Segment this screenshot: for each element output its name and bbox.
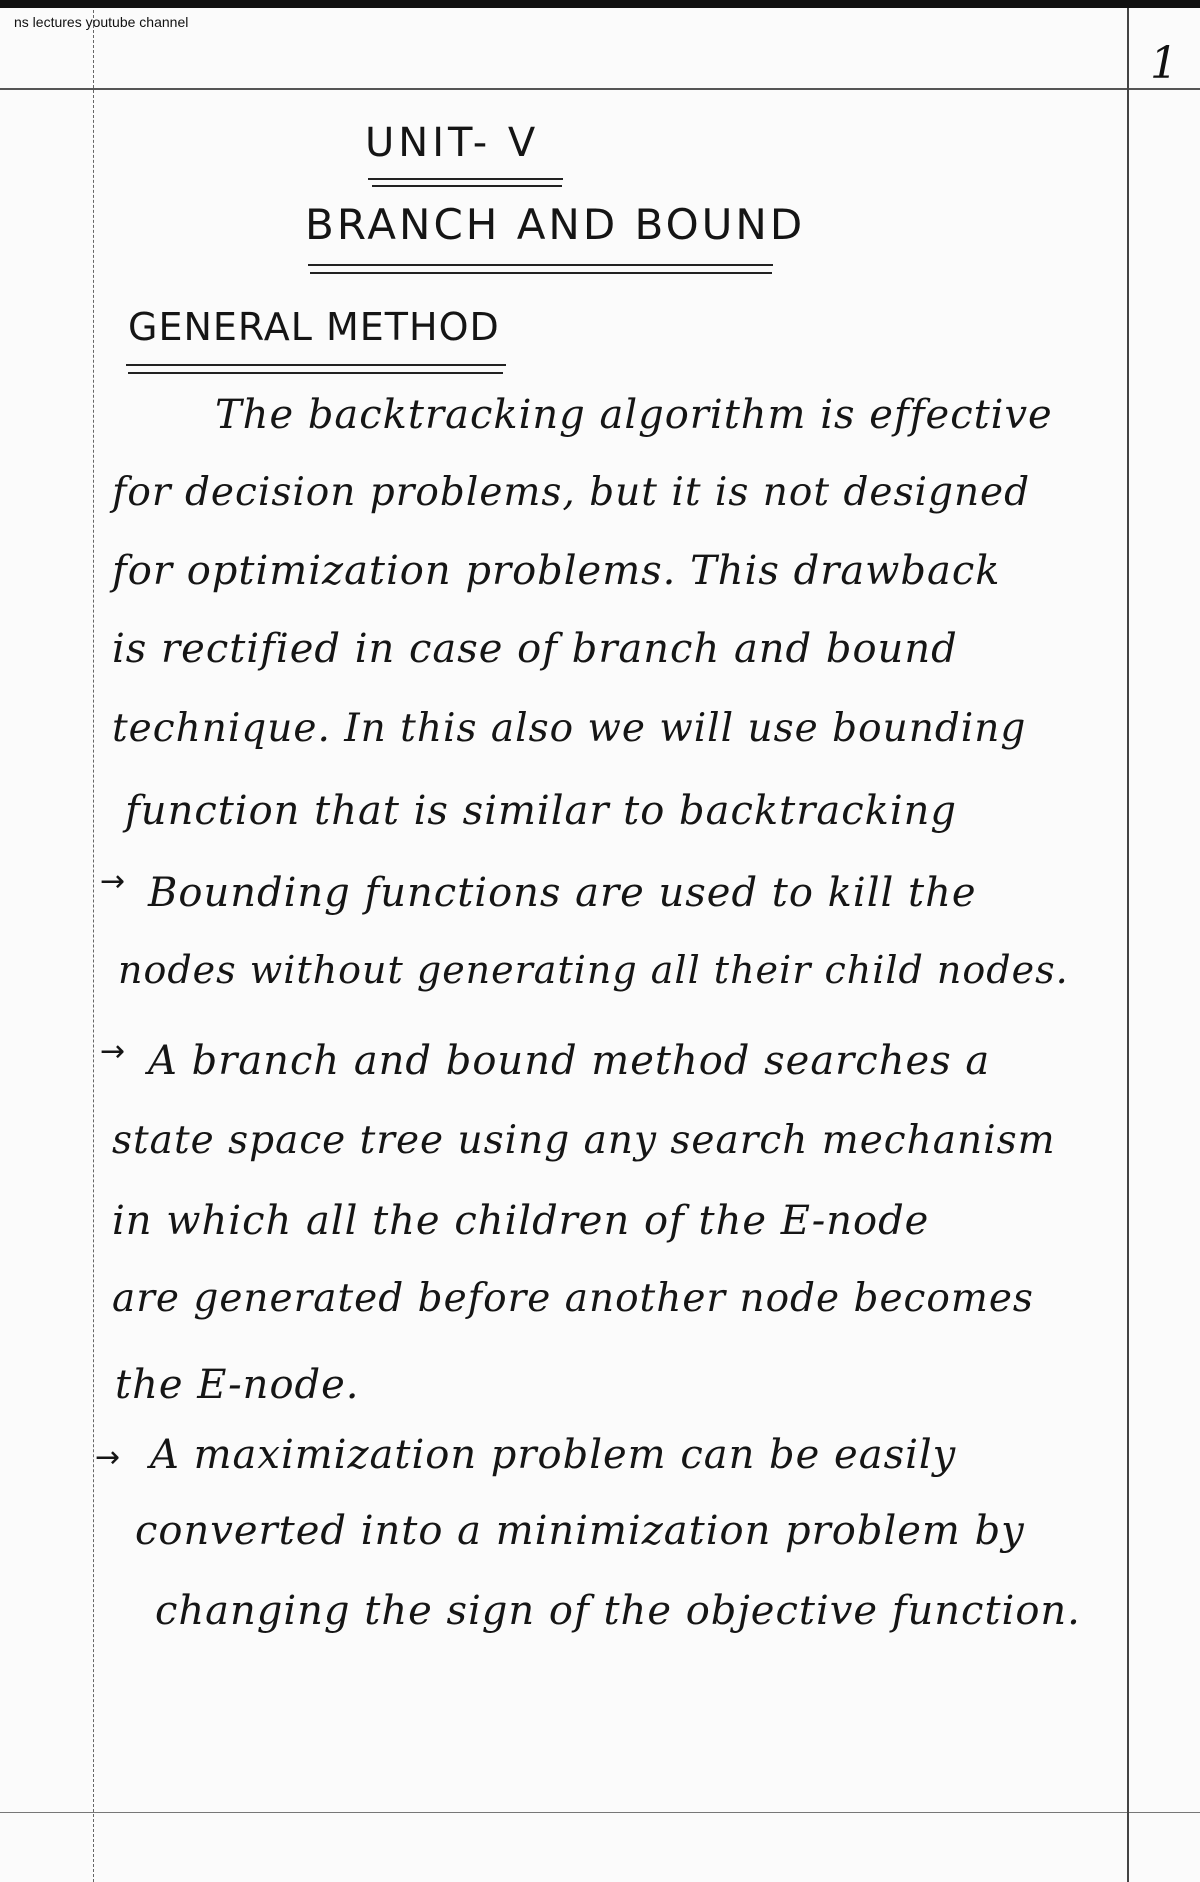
paragraph-line: function that is similar to backtracking <box>125 788 957 834</box>
page-top-edge <box>0 0 1200 8</box>
paragraph-line: The backtracking algorithm is effective <box>215 392 1053 438</box>
bullet-line: in which all the children of the E-node <box>112 1198 930 1244</box>
paragraph-line: for decision problems, but it is not designed <box>112 470 1031 515</box>
bullet-line: the E-node. <box>115 1362 360 1408</box>
bullet-line: converted into a minimization problem by <box>135 1508 1025 1554</box>
left-margin-line <box>93 0 94 1882</box>
section-heading-underline-2 <box>128 372 503 374</box>
main-title-underline-2 <box>310 272 772 274</box>
paragraph-line: technique. In this also we will use bounding <box>112 706 1027 751</box>
main-title: BRANCH AND BOUND <box>305 200 806 249</box>
top-margin-line <box>0 88 1200 90</box>
bullet-arrow: → <box>100 864 127 899</box>
unit-title: UNIT- V <box>365 120 540 166</box>
bullet-arrow: → <box>95 1440 122 1475</box>
bullet-line: A maximization problem can be easily <box>150 1432 957 1478</box>
bullet-arrow: → <box>100 1034 127 1069</box>
paragraph-line: is rectified in case of branch and bound <box>112 626 958 672</box>
section-heading: GENERAL METHOD <box>128 305 500 349</box>
bullet-line: A branch and bound method searches a <box>148 1038 991 1084</box>
paragraph-line: for optimization problems. This drawback <box>112 548 1001 594</box>
watermark-text: ns lectures youtube channel <box>14 14 189 30</box>
bullet-line: changing the sign of the objective function. <box>155 1588 1081 1634</box>
bottom-margin-line <box>0 1812 1200 1813</box>
bullet-line: nodes without generating all their child nodes. <box>118 948 1069 992</box>
bullet-line: state space tree using any search mechanism <box>112 1118 1056 1163</box>
bullet-line: Bounding functions are used to kill the <box>148 870 977 916</box>
section-heading-underline <box>126 364 506 366</box>
unit-title-underline <box>368 178 563 180</box>
bullet-line: are generated before another node becomes <box>112 1276 1034 1321</box>
main-title-underline <box>308 264 773 266</box>
right-margin-line <box>1127 0 1129 1882</box>
unit-title-underline-2 <box>372 185 562 187</box>
page-number: 1 <box>1150 38 1178 89</box>
